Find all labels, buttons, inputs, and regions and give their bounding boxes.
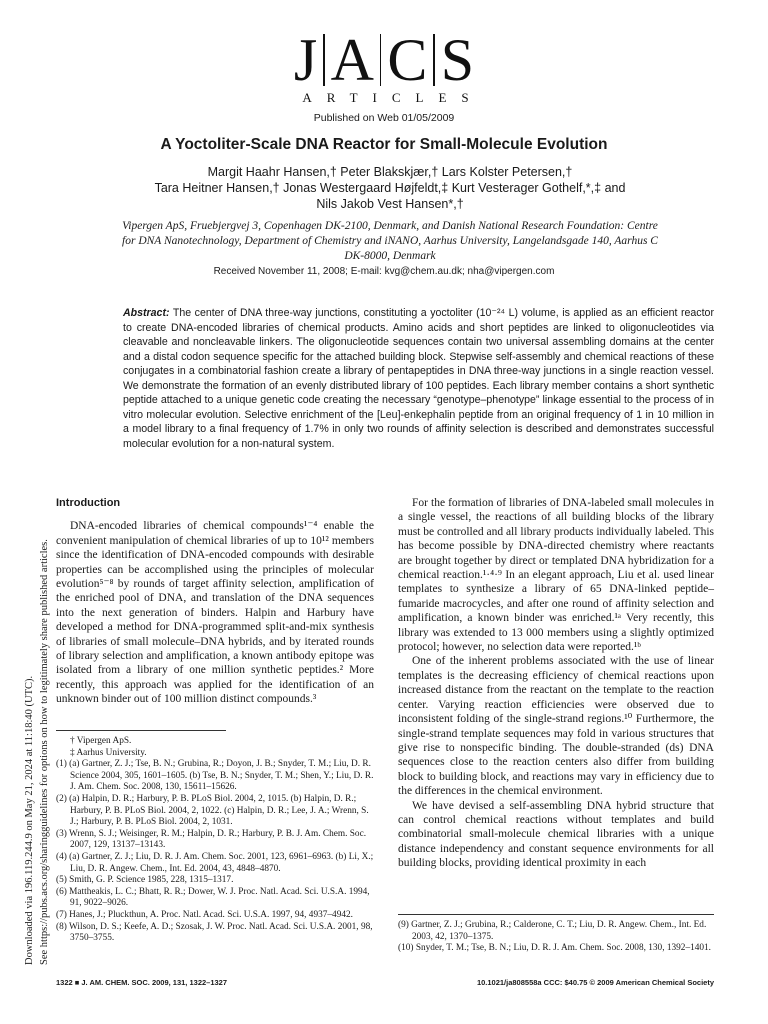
footnote-rule (398, 914, 714, 915)
download-watermark (22, 265, 52, 965)
logo-letter-j: J (293, 27, 318, 93)
footer-citation: 1322 ■ J. AM. CHEM. SOC. 2009, 131, 1322–1327 (56, 978, 228, 987)
footnote: † Vipergen ApS. (70, 736, 132, 746)
footnote-rule (56, 730, 226, 731)
abstract-label: Abstract: (123, 307, 170, 319)
paragraph: DNA-encoded libraries of chemical compounds¹⁻⁴ enable the convenient manipulation of chemical libraries of up to 10¹² members since the identification of DNA-encoded compounds with desirable properties can be accomplished using the principles of molecular evolution⁵⁻⁸ by rounds of target affinity selection, amplification of the enriched pool of DNA, and translation of the DNA sequences into the next generation of binders. Halpin and Harbury have developed a method for DNA-programmed split-and-mix synthesis of libraries of small molecule–DNA hybrids, and by iterated rounds of library selection and amplification, a known antibody epitope was isolated from a library of one million synthetic peptides.² More recently, this approach was applied for the identification of an unknown binder out of 100 million distinct compounds.³ (56, 520, 374, 706)
footnote: (3) Wrenn, S. J.; Weisinger, R. M.; Halpin, D. R.; Harbury, P. B. J. Am. Chem. Soc. 2007, 129, 13137–13143. (56, 828, 367, 851)
footnote: (2) (a) Halpin, D. R.; Harbury, P. B. PLoS Biol. 2004, 2, 1015. (b) Halpin, D. R.; Harbury, P. B. PLoS Biol. 2004, 2, 1022. (c) Halpin, D. R.; Lee, J. A.; Wrenn, S. J.; Harbury, P. B. PLoS Biol. 2004, 2, 1031. (56, 793, 369, 828)
logo-letter-c: C (387, 27, 428, 93)
abstract (123, 306, 714, 451)
footnote: (7) Hanes, J.; Pluckthun, A. Proc. Natl. Acad. Sci. U.S.A. 1997, 94, 4937–4942. (56, 909, 353, 920)
section-heading: Introduction (56, 497, 121, 509)
column-right (398, 496, 714, 871)
published-date: Published on Web 01/05/2009 (313, 112, 455, 124)
affiliation: Vipergen ApS, Fruebjergvej 3, Copenhagen DK-2100, Denmark, and Danish National Research Foundation: Centre for DNA Nanotechnology, Department of Chemistry and iNANO, Aarhus University, Langelandsgade 140, Aarhus C DK-8000, Denmark (122, 220, 658, 262)
footnote: (1) (a) Gartner, Z. J.; Tse, B. N.; Grubina, R.; Doyon, J. B.; Snyder, T. M.; Liu, D. R. Science 2004, 305, 1601–1605. (b) Tse, B. N.; Snyder, T. M.; Shen, Y.; Liu, D. R. J. Am. Chem. Soc. 2008, 130, 15611–15626. (56, 759, 374, 793)
article-title: A Yoctoliter-Scale DNA Reactor for Small-Molecule Evolution (160, 136, 608, 153)
watermark-line-2: See https://pubs.acs.org/sharingguidelines for options on how to legitimately share published articles. (39, 539, 50, 965)
column-left (56, 496, 374, 707)
footnote: (9) Gartner, Z. J.; Grubina, R.; Calderone, C. T.; Liu, D. R. Angew. Chem., Int. Ed. 2003, 42, 1370–1375. (398, 920, 707, 942)
footnote: (5) Smith, G. P. Science 1985, 228, 1315–1317. (56, 875, 234, 886)
footnote: ‡ Aarhus University. (70, 747, 147, 758)
author-list (110, 164, 670, 212)
authors-line-2: Tara Heitner Hansen,† Jonas Westergaard Højfeldt,‡ Kurt Vesterager Gothelf,*,‡ and (154, 181, 626, 195)
footnote: (8) Wilson, D. S.; Keefe, A. D.; Szosak, J. W. Proc. Natl. Acad. Sci. U.S.A. 2001, 98, 3750–3755. (56, 921, 373, 944)
footnote: (4) (a) Gartner, Z. J.; Liu, D. R. J. Am. Chem. Soc. 2001, 123, 6961–6963. (b) Li, X.; Liu, D. R. Angew. Chem., Int. Ed. 2004, 43, 4848–4870. (56, 851, 374, 874)
authors-line-3: Nils Jakob Vest Hansen*,† (316, 197, 464, 211)
footer-doi: 10.1021/ja808558a CCC: $40.75 © 2009 American Chemical Society (476, 978, 714, 987)
watermark-line-1: Downloaded via 196.119.244.9 on May 21, 2024 at 11:18:40 (UTC). (24, 675, 35, 965)
logo-letter-a: A (330, 27, 374, 93)
authors-line-1: Margit Haahr Hansen,† Peter Blakskjær,† Lars Kolster Petersen,† (207, 165, 573, 179)
journal-section: ARTICLES (302, 90, 484, 105)
paragraph: One of the inherent problems associated with the use of linear templates is the decreasing efficiency of chemical reactions upon increased distance from the reactant on the template to the reaction center. Varying reaction efficiencies were observed due to inconsistent folding of the single-strand regions.¹⁰ Furthermore, the single-strand template sequences may fold in various structures that give rise to nonspecific binding. The double-stranded (ds) DNA sequences close to the reaction centers also differ from building block to building block, and reactions may vary in efficiency due to the differences in the chemical environment. (398, 655, 714, 798)
footnotes-right (398, 920, 714, 955)
logo-letter-s: S (440, 27, 475, 93)
footnote: (10) Snyder, T. M.; Tse, B. N.; Liu, D. R. J. Am. Chem. Soc. 2008, 130, 1392–1401. (398, 943, 712, 954)
paragraph: We have devised a self-assembling DNA hybrid structure that can control chemical reactions without templates and build combinatorial small-molecule chemical libraries with a unique distance independency and constant sequence environments for all building blocks, providing identical proximity in each (398, 799, 714, 870)
journal-logo (0, 27, 768, 106)
abstract-text: The center of DNA three-way junctions, constituting a yoctoliter (10⁻²⁴ L) volume, is applied as an efficient reactor to create DNA-encoded libraries of chemical products. Amino acids and short peptides are linked to oligonucleotides via cleavable and noncleavable linkers. The oligonucleotide sequences contain two universal assembling domains at the center and a distal codon sequence specific for the attached building block. Stepwise self-assembly and chemical reactions of these conjugates in a combinatorial fashion create a library of pentapeptides in DNA three-way junctions in a single reaction vessel. We demonstrate the formation of an evenly distributed library of 100 peptides. Each library member contains a short synthetic peptide attached to a unique genetic code creating the necessary “genotype–phenotype” linkage essential to the process of in vitro molecular evolution. Selective enrichment of the [Leu]-enkephalin peptide from an original frequency of 1 in 10 million in a model library to a final frequency of 1.7% in only two rounds of affinity selection is described and demonstrates successful molecular evolution for a non-natural system. (123, 307, 714, 450)
footnote: (6) Mattheakis, L. C.; Bhatt, R. R.; Dower, W. J. Proc. Natl. Acad. Sci. U.S.A. 1994, 91, 9022–9026. (56, 886, 370, 909)
received-line: Received November 11, 2008; E-mail: kvg@chem.au.dk; nha@vipergen.com (213, 266, 555, 277)
footnotes-left (56, 736, 374, 945)
paragraph: For the formation of libraries of DNA-labeled small molecules in a single vessel, the reactions of all building blocks of the library must be controlled and all library products individually labeled. This has become possible by DNA-directed chemistry where reactants are brought together by direct or templated DNA hybridization for a chemical reaction.¹·⁴·⁹ In an elegant approach, Liu et al. used linear templates to synthesize a library of 65 DNA-linked peptide–fumaride macrocycles, and after one round of affinity selection and amplification, a known binder was enriched.¹ᵃ Very recently, this library was extended to 13 000 members using a slightly optimized protocol; however, no selection data were reported.¹ᵇ (398, 497, 714, 654)
